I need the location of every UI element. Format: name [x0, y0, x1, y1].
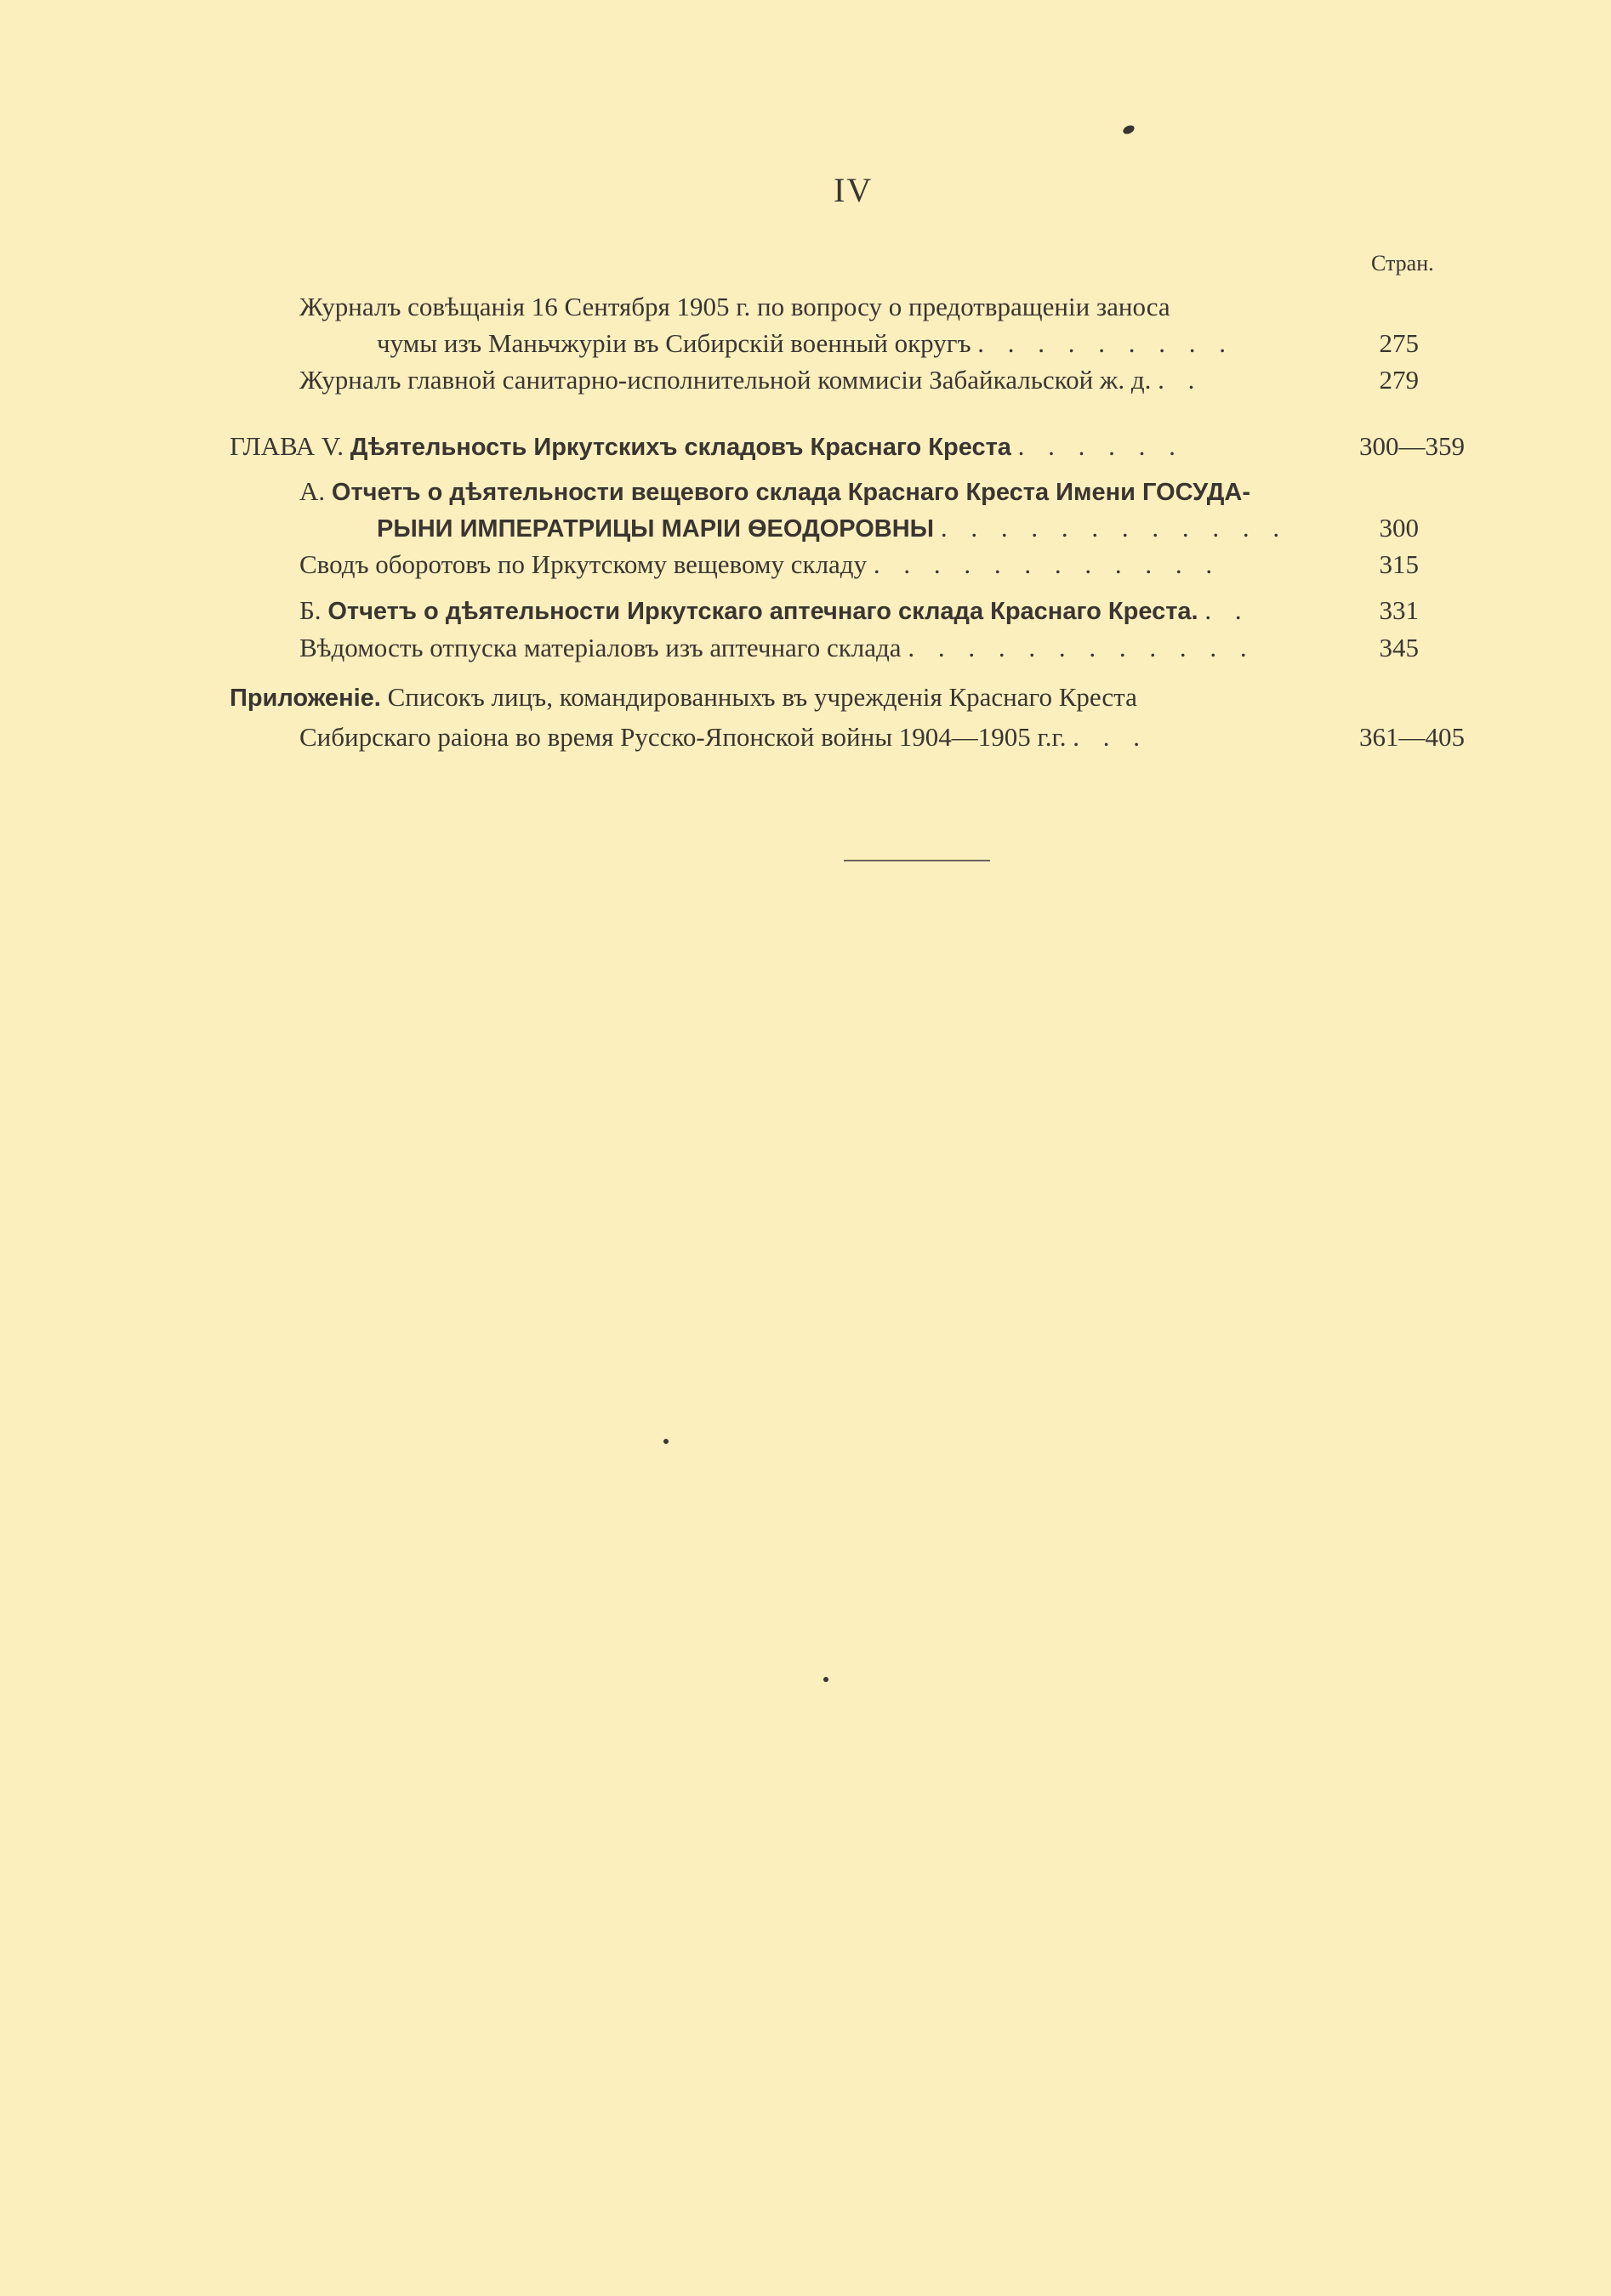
- toc-page-279: 279: [1379, 365, 1419, 395]
- appendix-prefix: Приложеніе.: [230, 685, 381, 712]
- ink-speck: [1122, 123, 1136, 135]
- leader-dots: . . . . . . . . . . . .: [940, 513, 1289, 543]
- toc-entry-journal-1905-line2: чумы изъ Маньчжуріи въ Сибирскій военный округъ . . . . . . . . .: [377, 328, 1234, 358]
- toc-entry-statement-issue: Вѣдомость отпуска матеріаловъ изъ аптечнаго склада . . . . . . . . . . . .: [299, 633, 1255, 662]
- toc-page-315: 315: [1379, 549, 1419, 579]
- chapter-title: Дѣятельность Иркутскихъ складовъ Краснаго Креста: [350, 434, 1011, 461]
- toc-section-a-line1: А. Отчетъ о дѣятельности вещевого склада Краснаго Креста Имени ГОСУДА-: [299, 476, 1250, 506]
- ink-speck: [823, 1677, 828, 1682]
- leader-dots: . . .: [1073, 722, 1148, 752]
- toc-page-361-405: 361—405: [1359, 722, 1465, 752]
- page-column-header: Стран.: [1371, 251, 1434, 276]
- leader-dots: . . . . . . . . .: [977, 328, 1234, 358]
- section-prefix: Б.: [299, 595, 322, 625]
- chapter-prefix: ГЛАВА V.: [230, 431, 344, 461]
- toc-page-300: 300: [1379, 513, 1419, 543]
- toc-entry-journal-1905-line1: Журналъ совѣщанія 16 Сентября 1905 г. по вопросу о предотвращеніи заноса: [299, 292, 1170, 321]
- leader-dots: . . . . . . . . . . . .: [873, 549, 1221, 579]
- leader-dots: . . . . . . . . . . . .: [908, 633, 1255, 662]
- leader-dots: . .: [1158, 365, 1204, 395]
- toc-entry-summary-turnover: Сводъ оборотовъ по Иркутскому вещевому складу . . . . . . . . . . . .: [299, 549, 1221, 579]
- toc-chapter-5: [230, 428, 1184, 465]
- section-prefix: А.: [299, 476, 326, 506]
- ink-speck: [663, 1439, 669, 1444]
- toc-appendix-line1: Приложеніе. Списокъ лицъ, командированныхъ въ учрежденія Краснаго Креста: [230, 682, 1137, 712]
- toc-page-300-359: 300—359: [1359, 431, 1465, 461]
- separator-rule: [844, 860, 990, 861]
- page-number: IV: [834, 171, 874, 209]
- leader-dots: . .: [1204, 595, 1250, 625]
- toc-page-345: 345: [1379, 633, 1419, 662]
- toc-page-275: 275: [1379, 328, 1419, 358]
- toc-section-a-line2: РЫНИ ИМПЕРАТРИЦЫ МАРІИ ѲЕОДОРОВНЫ . . . . . . . . . . . .: [377, 513, 1289, 543]
- toc-page-331: 331: [1379, 595, 1419, 625]
- leader-dots: . . . . . .: [1017, 431, 1184, 461]
- toc-appendix-line2: Сибирскаго раіона во время Русско-Японской войны 1904—1905 г.г. . . .: [299, 722, 1148, 752]
- toc-entry-journal-commission: Журналъ главной санитарно-исполнительной коммисіи Забайкальской ж. д. . .: [299, 365, 1204, 395]
- toc-section-b: Б. Отчетъ о дѣятельности Иркутскаго аптечнаго склада Краснаго Креста. . .: [299, 595, 1250, 625]
